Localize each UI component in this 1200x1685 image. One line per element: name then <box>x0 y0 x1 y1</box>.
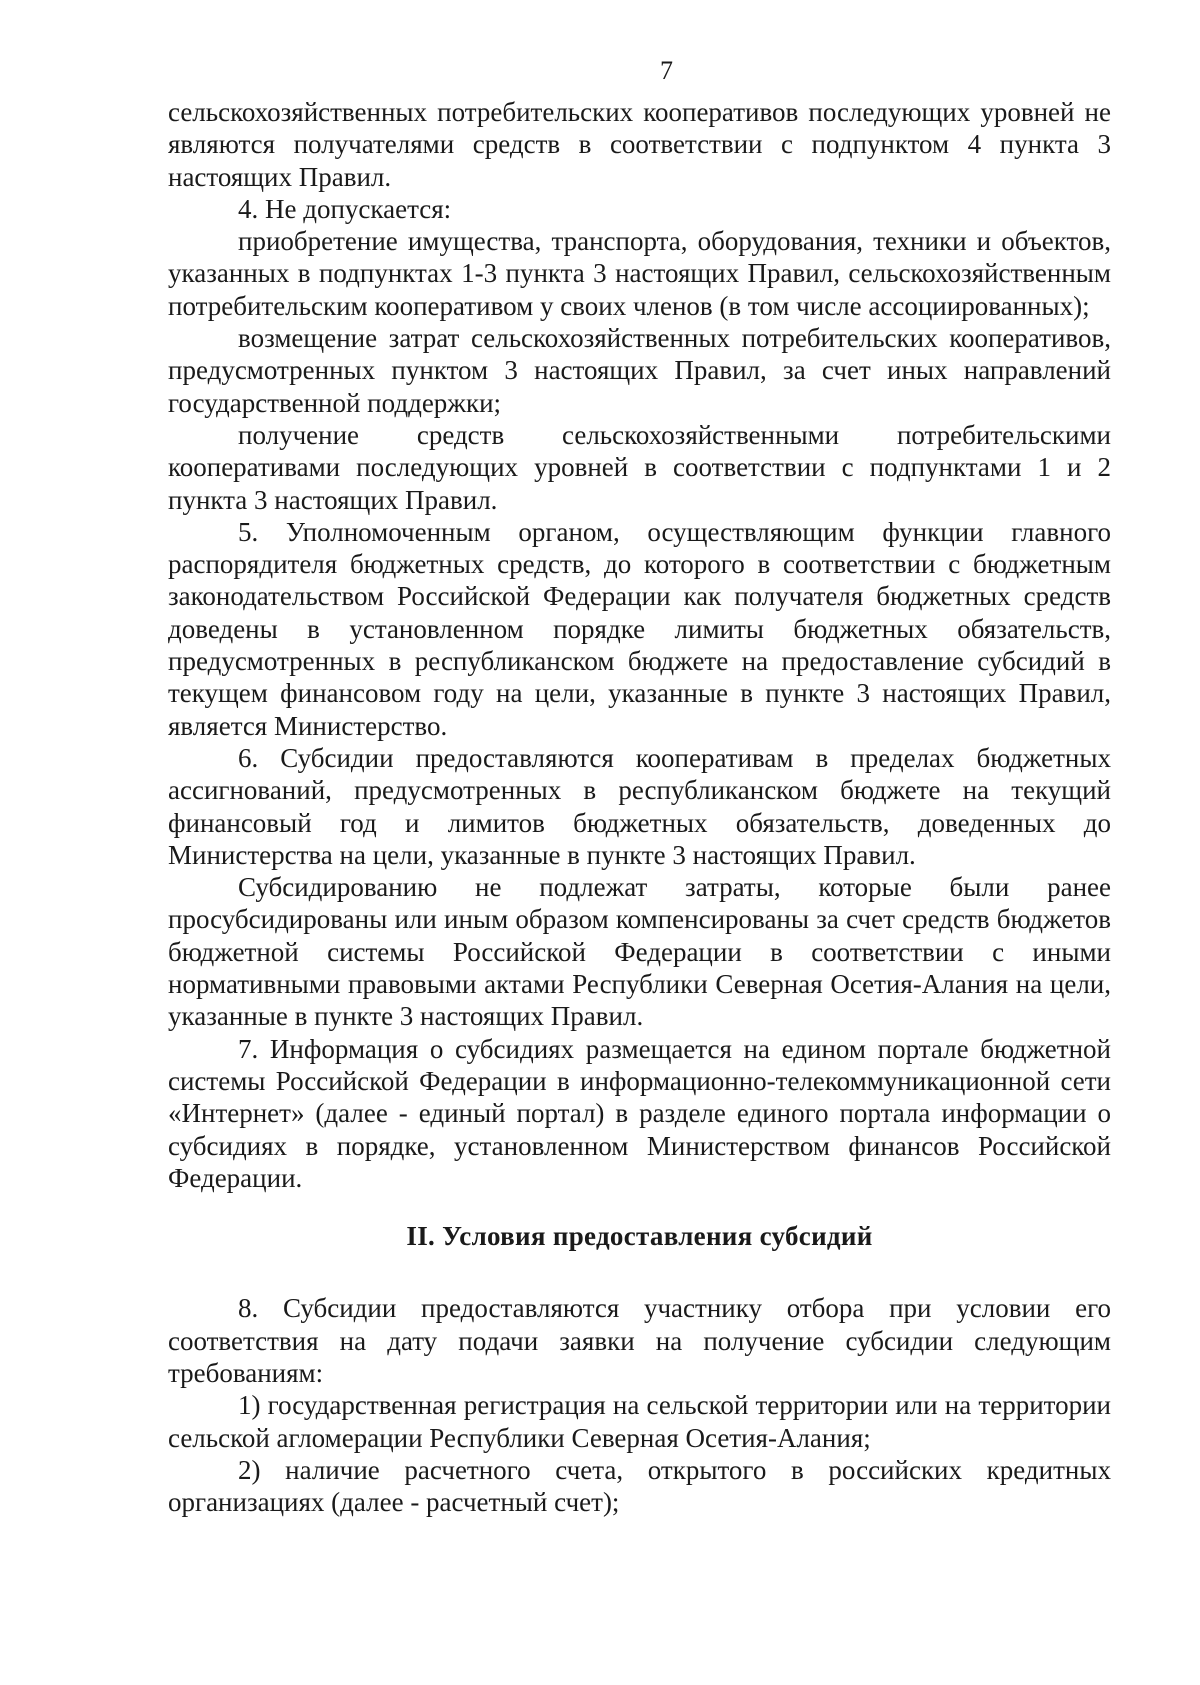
paragraph-clause-8-item-2: 2) наличие расчетного счета, открытого в российских кредитных организациях (далее - расчетный счет); <box>168 1454 1111 1518</box>
paragraph-clause-5: 5. Уполномоченным органом, осуществляющим функции главного распорядителя бюджетных средств, до которого в соответствии с бюджетным законодательством Российской Федерации как получателя бюджетных средств доведены в установленном порядке лимиты бюджетных обязательств, предусмотренных в республиканском бюджете на предоставление субсидий в текущем финансовом году на цели, указанные в пункте 3 настоящих Правил, является Министерство. <box>168 516 1111 741</box>
paragraph-clause-4: 4. Не допускается: <box>238 193 452 224</box>
paragraph-clause-8-item-1: 1) государственная регистрация на сельской территории или на территории сельской агломерации Республики Северная Осетия-Алания; <box>168 1390 1111 1453</box>
paragraph-clause-6: 6. Субсидии предоставляются кооперативам в пределах бюджетных ассигнований, предусмотренных в республиканском бюджете на текущий финансовый год и лимитов бюджетных обязательств, доведенных до Министерства на цели, указанные в пункте 3 настоящих Правил. <box>168 742 1111 870</box>
paragraph-clause-6-note: Субсидированию не подлежат затраты, которые были ранее просубсидированы или иным образом компенсированы за счет средств бюджетов бюджетной системы Российской Федерации в соответствии с иными нормативными правовыми актами Республики Северная Осетия-Алания на цели, указанные в пункте 3 настоящих Правил. <box>168 872 1111 1032</box>
paragraph-clause-4-item-2: возмещение затрат сельскохозяйственных потребительских кооперативов, предусмотренных пунктом 3 настоящих Правил, за счет иных направлений государственной поддержки; <box>168 323 1111 418</box>
paragraph-clause-4-item-1: приобретение имущества, транспорта, оборудования, техники и объектов, указанных в подпунктах 1-3 пункта 3 настоящих Правил, сельскохозяйственным потребительским кооперативом у своих членов (в том числе ассоциированных); <box>168 226 1111 321</box>
section-heading: II. Условия предоставления субсидий <box>406 1221 873 1252</box>
paragraph-clause-7: 7. Информация о субсидиях размещается на едином портале бюджетной системы Российской Федерации в информационно-телекоммуникационной сети «Интернет» (далее - единый портал) в разделе единого портала информации о субсидиях в порядке, установленном Министерством финансов Российской Федерации. <box>168 1033 1111 1193</box>
paragraph-continuation: сельскохозяйственных потребительских кооперативов последующих уровней не являются получателями средств в соответствии с подпунктом 4 пункта 3 настоящих Правил. <box>168 97 1111 192</box>
paragraph-clause-4-item-3: получение средств сельскохозяйственными потребительскими кооперативами последующих уровней в соответствии с подпунктами 1 и 2 пункта 3 настоящих Правил. <box>168 419 1111 515</box>
paragraph-clause-8: 8. Субсидии предоставляются участнику отбора при условии его соответствия на дату подачи заявки на получение субсидии следующим требованиям: <box>168 1293 1111 1388</box>
page-number: 7 <box>660 56 673 85</box>
document-body <box>168 96 1111 1518</box>
